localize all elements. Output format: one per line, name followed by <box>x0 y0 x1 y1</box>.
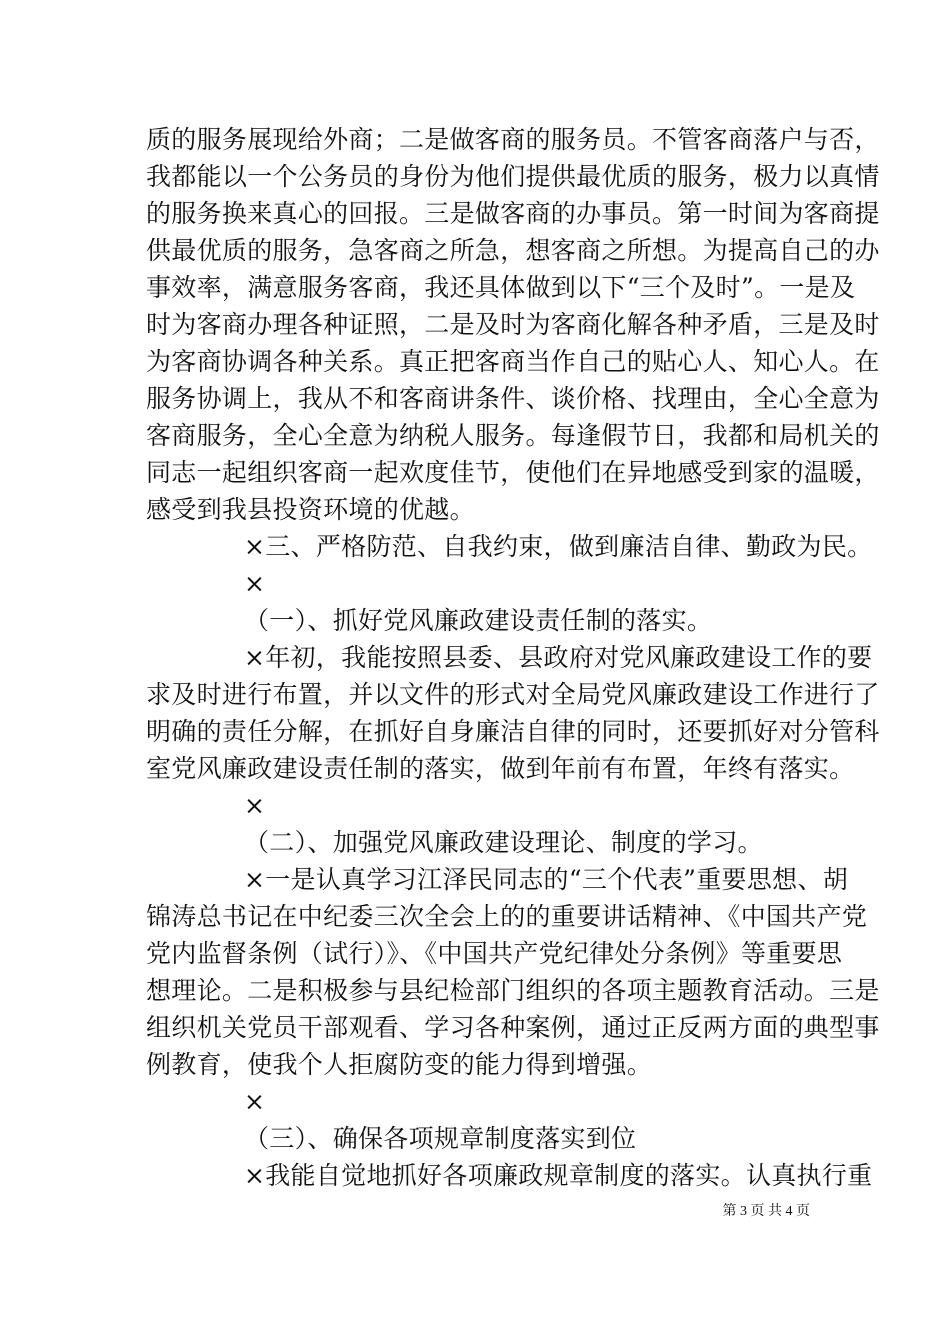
page-number-footer: 第 3 页 共 4 页 <box>722 1204 810 1219</box>
section-heading: ×三、严格防范、自我约束，做到廉洁自律、勤政为民。 <box>244 532 873 561</box>
text-line: 室党风廉政建设责任制的落实，做到年前有布置，年终有落实。 <box>146 754 855 783</box>
text-line: ×一是认真学习江泽民同志的“三个代表”重要思想、胡 <box>244 865 849 894</box>
text-line: 我都能以一个公务员的身份为他们提供最优质的服务，极力以真情 <box>146 162 880 191</box>
placeholder-mark: × <box>244 569 266 598</box>
text-line: 锦涛总书记在中纪委三次全会上的的重要讲话精神、《中国共产党 <box>146 902 868 931</box>
text-line: ×我能自觉地抓好各项廉政规章制度的落实。认真执行重 <box>244 1161 873 1190</box>
text-line: 同志一起组织客商一起欢度佳节，使他们在异地感受到家的温暖， <box>146 458 880 487</box>
subsection-heading: （三）、确保各项规章制度落实到位 <box>244 1124 637 1153</box>
text-line: 的服务换来真心的回报。三是做客商的办事员。第一时间为客商提 <box>146 199 880 228</box>
text-line: 想理论。二是积极参与县纪检部门组织的各项主题教育活动。三是 <box>146 976 880 1005</box>
text-line: 求及时进行布置，并以文件的形式对全局党风廉政建设工作进行了 <box>146 680 880 709</box>
text-line: 客商服务，全心全意为纳税人服务。每逢假节日，我都和局机关的 <box>146 421 880 450</box>
placeholder-mark: × <box>244 1087 266 1116</box>
text-line: 质的服务展现给外商；二是做客商的服务员。不管客商落户与否， <box>146 125 880 154</box>
text-line: 为客商协调各种关系。真正把客商当作自己的贴心人、知心人。在 <box>146 347 880 376</box>
text-line: 组织机关党员干部观看、学习各种案例，通过正反两方面的典型事 <box>146 1013 880 1042</box>
text-line: ×年初，我能按照县委、县政府对党风廉政建设工作的要 <box>244 643 873 672</box>
subsection-heading: （一）、抓好党风廉政建设责任制的落实。 <box>244 606 713 635</box>
text-line: 服务协调上，我从不和客商讲条件、谈价格、找理由，全心全意为 <box>146 384 880 413</box>
text-line: 党内监督条例（试行）》、《中国共产党纪律处分条例》等重要思 <box>146 939 843 968</box>
subsection-heading: （二）、加强党风廉政建设理论、制度的学习。 <box>244 828 763 857</box>
placeholder-mark: × <box>244 791 266 820</box>
text-line: 例教育，使我个人拒腐防变的能力得到增强。 <box>146 1050 653 1079</box>
text-line: 事效率，满意服务客商，我还具体做到以下“三个及时”。一是及 <box>146 273 856 302</box>
text-line: 感受到我县投资环境的优越。 <box>146 495 475 524</box>
text-line: 供最优质的服务，急客商之所急，想客商之所想。为提高自己的办 <box>146 236 880 265</box>
text-line: 时为客商办理各种证照，二是及时为客商化解各种矛盾，三是及时 <box>146 310 880 339</box>
text-line: 明确的责任分解，在抓好自身廉洁自律的同时，还要抓好对分管科 <box>146 717 880 746</box>
